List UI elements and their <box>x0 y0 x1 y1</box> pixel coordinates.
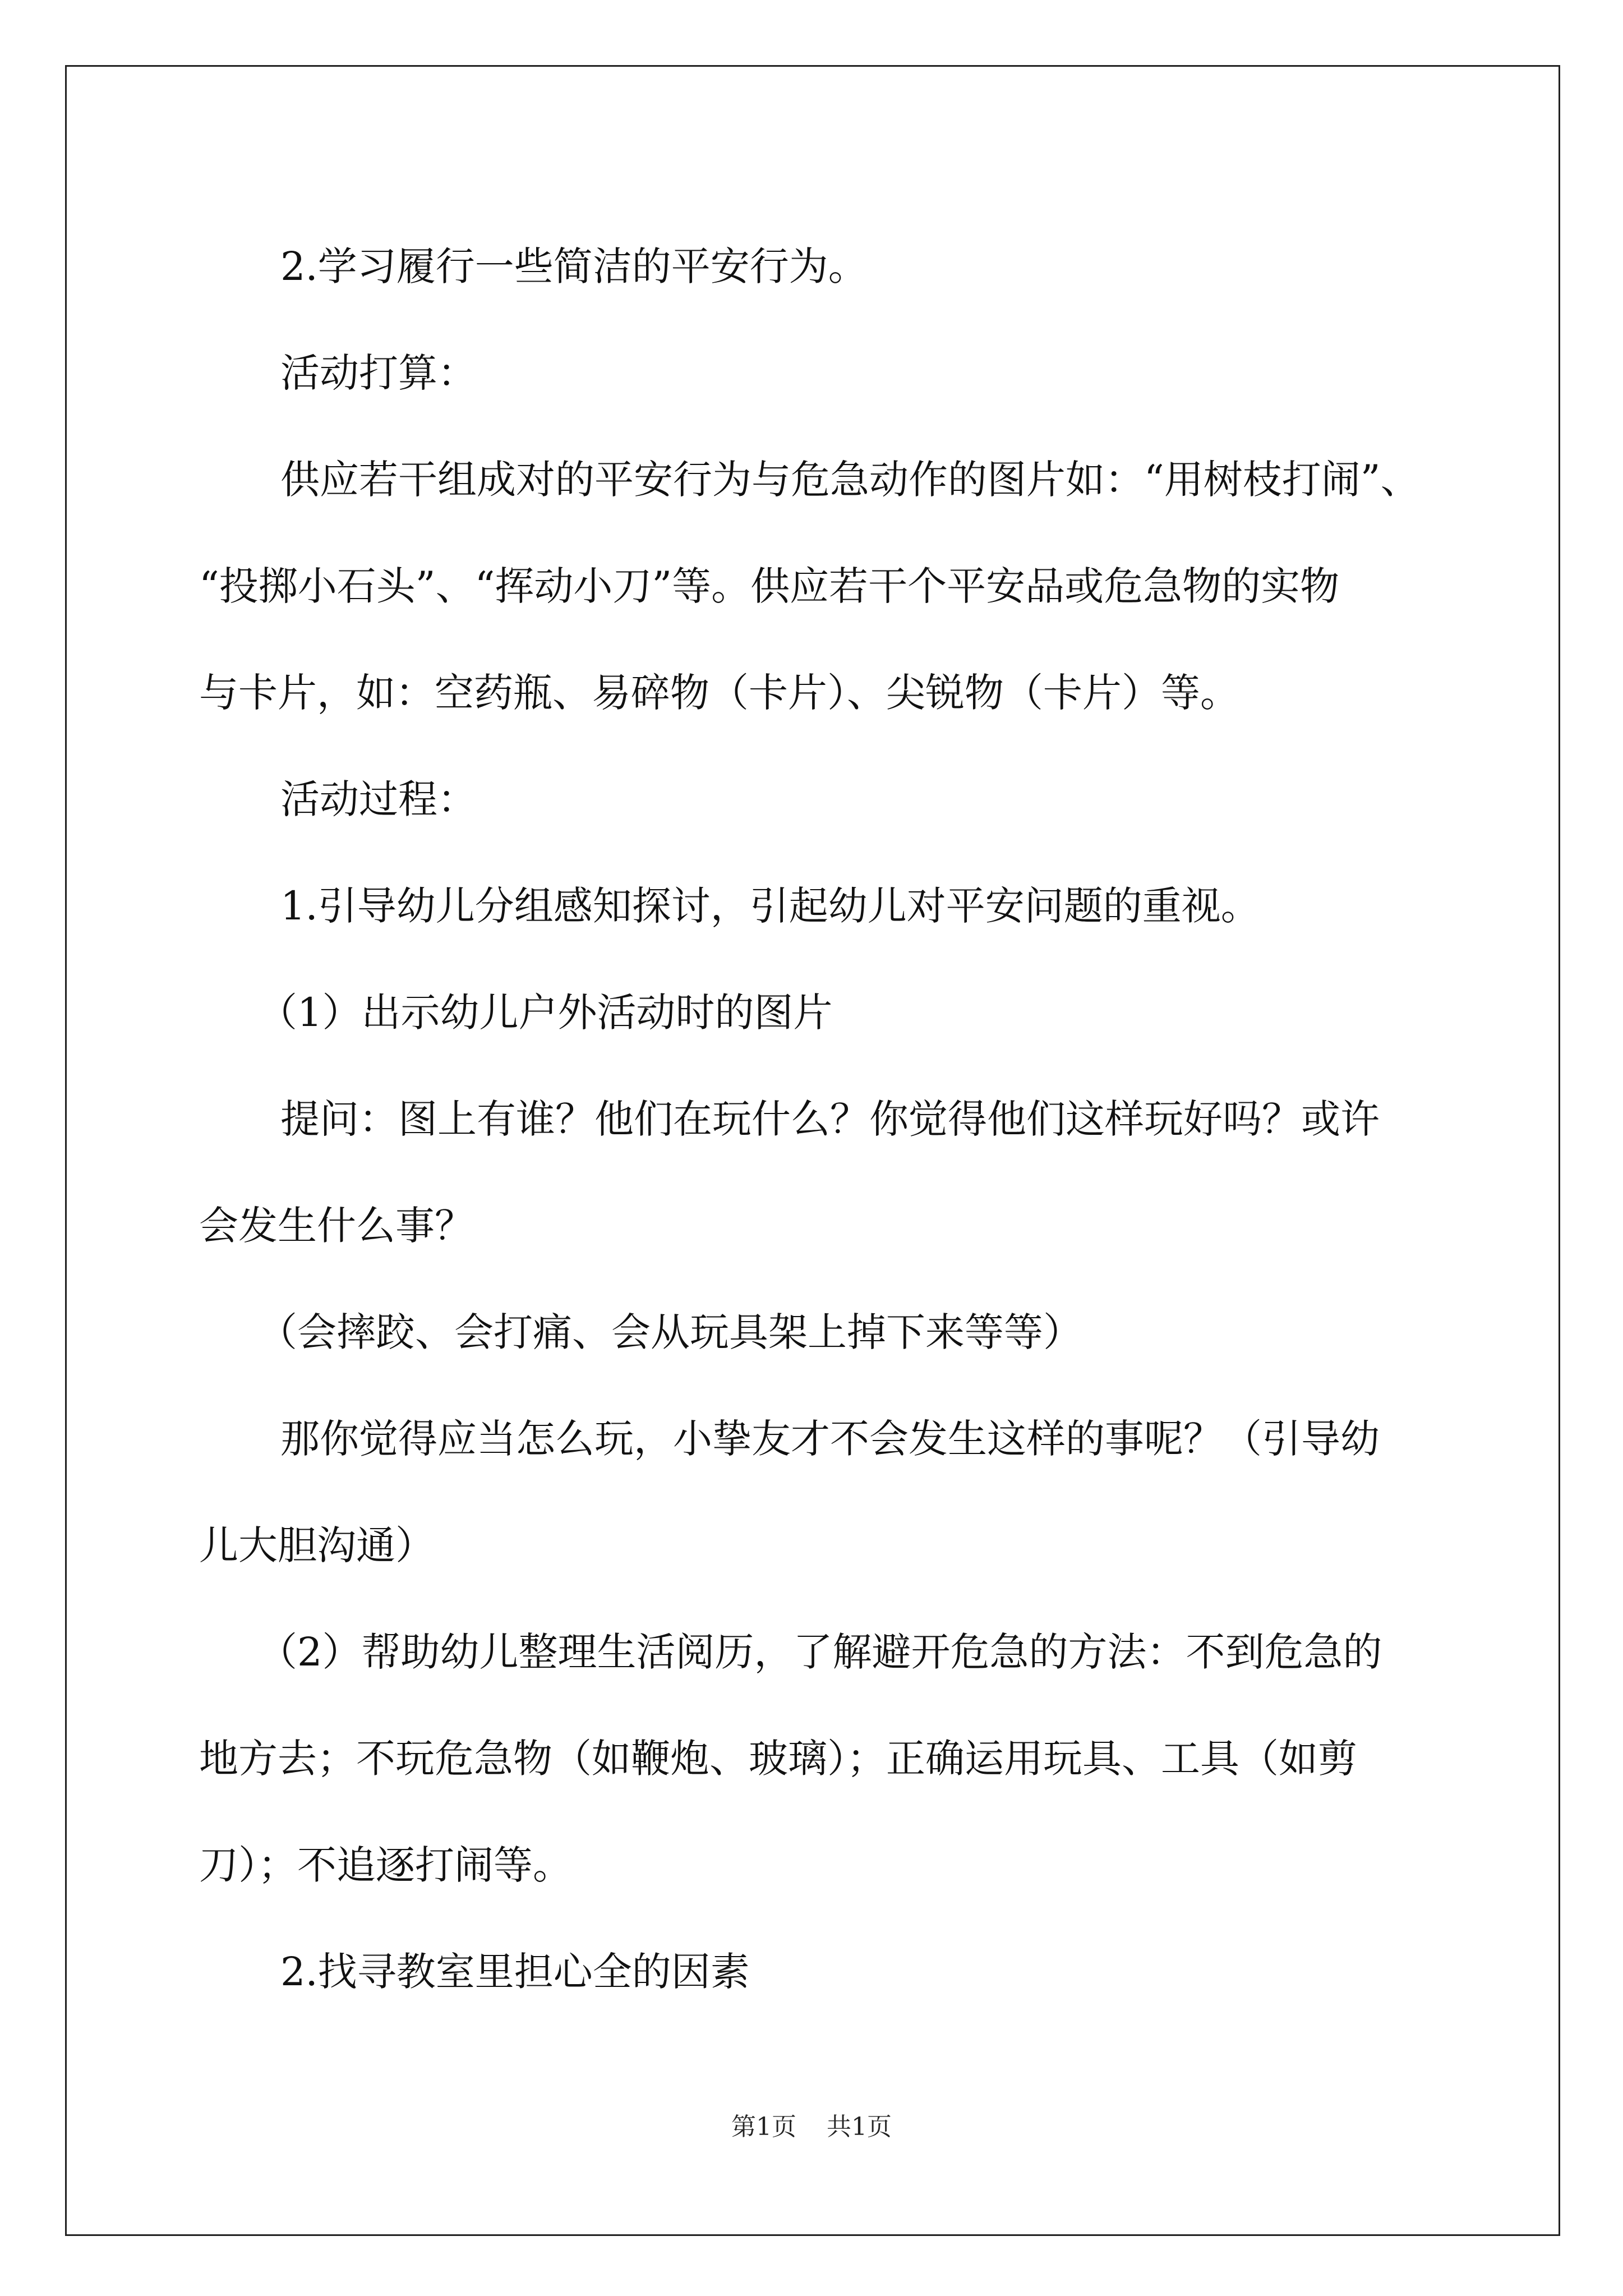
text-line: （1）出示幼儿户外活动时的图片 <box>258 990 833 1036</box>
text-line: 2.学习履行一些简洁的平安行为。 <box>280 243 868 289</box>
paragraph <box>199 1386 1433 1599</box>
text-line: （2）帮助幼儿整理生活阅历，了解避开危急的方法：不到危急的 <box>258 1629 1382 1675</box>
text-line: 儿大胆沟通） <box>199 1522 435 1568</box>
paragraph <box>199 1918 1433 2025</box>
text-line: 供应若干组成对的平安行为与危急动作的图片如：“用树枝打闹”、 <box>280 457 1420 503</box>
page-number-total: 共1页 <box>827 2113 892 2141</box>
text-line: 刀）；不追逐打闹等。 <box>199 1842 572 1888</box>
section-heading <box>199 320 1433 426</box>
page-number-current: 第1页 <box>731 2113 796 2141</box>
paragraph <box>199 959 1433 1066</box>
text-line: 地方去；不玩危急物（如鞭炮、玻璃）；正确运用玩具、工具（如剪 <box>199 1736 1357 1782</box>
paragraph <box>199 426 1433 746</box>
section-heading <box>199 746 1433 853</box>
paragraph <box>199 1066 1433 1279</box>
text-line: “投掷小石头”、“挥动小刀”等。供应若干个平安品或危急物的实物 <box>199 563 1340 609</box>
text-line: 活动打算： <box>280 350 477 396</box>
text-line: 那你觉得应当怎么玩，小挚友才不会发生这样的事呢？（引导幼 <box>280 1416 1380 1462</box>
text-line: 1.引导幼儿分组感知探讨，引起幼儿对平安问题的重视。 <box>280 883 1260 929</box>
document-body <box>199 213 1433 2025</box>
text-line: 2.找寻教室里担心全的因素 <box>280 1949 750 1995</box>
text-line: （会摔跤、会打痛、会从玩具架上掉下来等等） <box>258 1309 1082 1355</box>
paragraph <box>199 853 1433 959</box>
text-line: 与卡片，如：空药瓶、易碎物（卡片）、尖锐物（卡片）等。 <box>199 670 1239 716</box>
paragraph <box>199 1279 1433 1386</box>
paragraph <box>199 213 1433 320</box>
paragraph <box>199 1599 1433 1918</box>
text-line: 会发生什么事？ <box>199 1203 474 1249</box>
page-footer <box>0 2106 1623 2142</box>
text-line: 活动过程： <box>280 776 477 822</box>
text-line: 提问：图上有谁？他们在玩什么？你觉得他们这样玩好吗？或许 <box>280 1096 1380 1142</box>
